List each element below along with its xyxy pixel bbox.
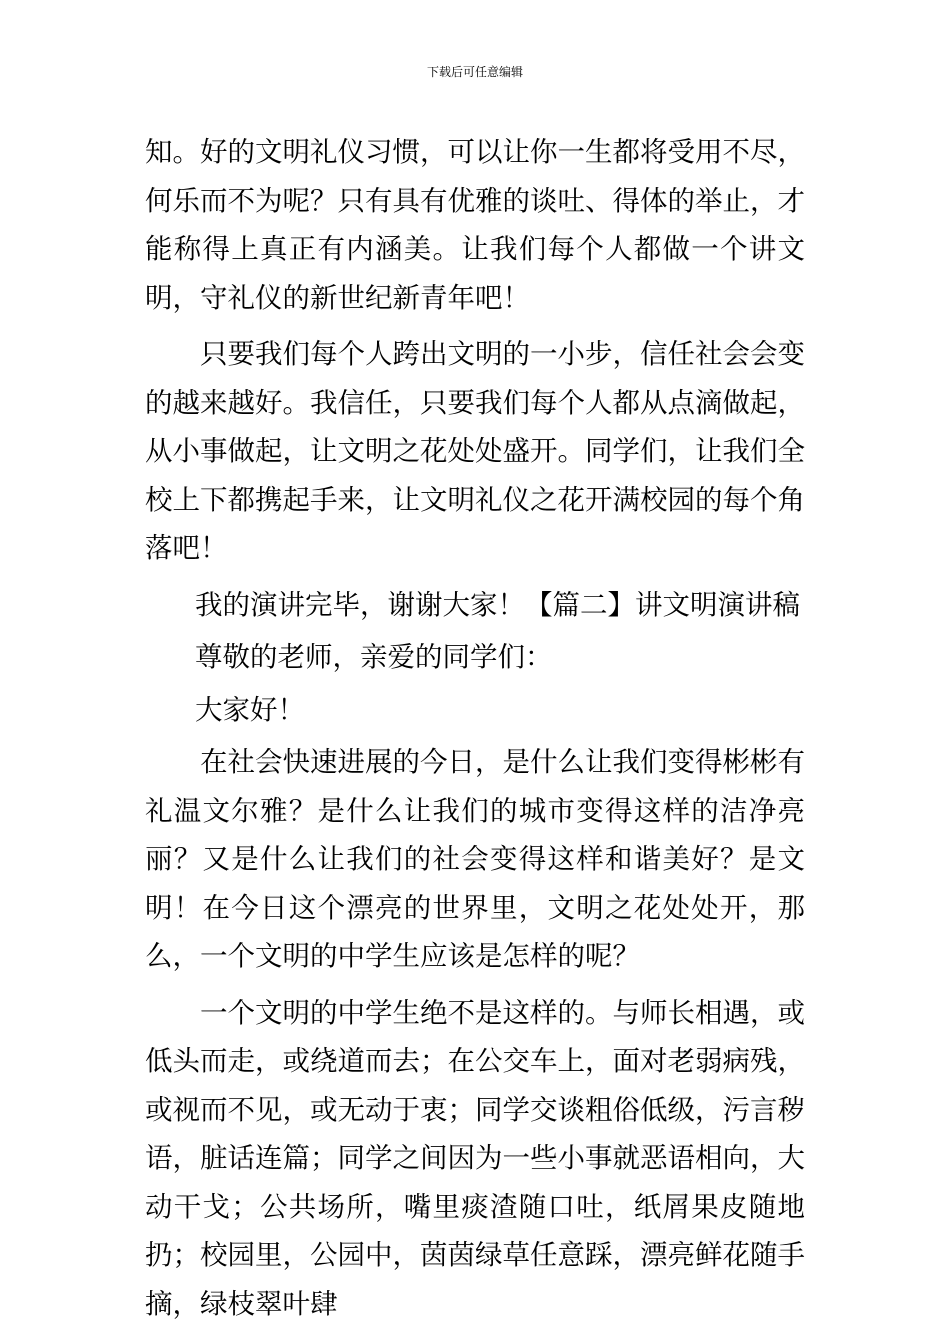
paragraph-civilization-step: 只要我们每个人跨出文明的一小步，信任社会会变的越来越好。我信任，只要我们每个人都从点滴做起，从小事做起，让文明之花处处盛开。同学们，让我们全校上下都携起手来，让文明礼仪之花开满校园的每个角落吧！ [145,338,805,564]
paragraph-speech-end: 我的演讲完毕，谢谢大家！【篇二】讲文明演讲稿 [195,588,800,621]
paragraph-greeting: 大家好！ [195,693,305,726]
paragraph-uncivil-behaviors: 一个文明的中学生绝不是这样的。与师长相遇，或低头而走，或绕道而去；在公交车上，面对老弱病残，或视而不见，或无动于衷；同学交谈粗俗低级，污言秽语，脏话连篇；同学之间因为一些小事就恶语相向，大动干戈；公共场所，嘴里痰渣随口吐，纸屑果皮随地扔；校园里，公园中，茵茵绿草任意踩，漂亮鲜花随手摘，绿枝翠叶肆 [145,996,805,1320]
paragraph-society-question: 在社会快速进展的今日，是什么让我们变得彬彬有礼温文尔雅？是什么让我们的城市变得这样的洁净亮丽？又是什么让我们的社会变得这样和谐美好？是文明！在今日这个漂亮的世界里，文明之花处处开，那么，一个文明的中学生应该是怎样的呢？ [145,746,805,972]
page-header: 下载后可任意编辑 [426,65,523,79]
document-body [145,128,805,1336]
paragraph-continuation: 知。好的文明礼仪习惯，可以让你一生都将受用不尽，何乐而不为呢？只有具有优雅的谈吐、得体的举止，才能称得上真正有内涵美。让我们每个人都做一个讲文明，守礼仪的新世纪新青年吧！ [145,136,805,314]
paragraph-salutation: 尊敬的老师，亲爱的同学们： [195,641,553,673]
